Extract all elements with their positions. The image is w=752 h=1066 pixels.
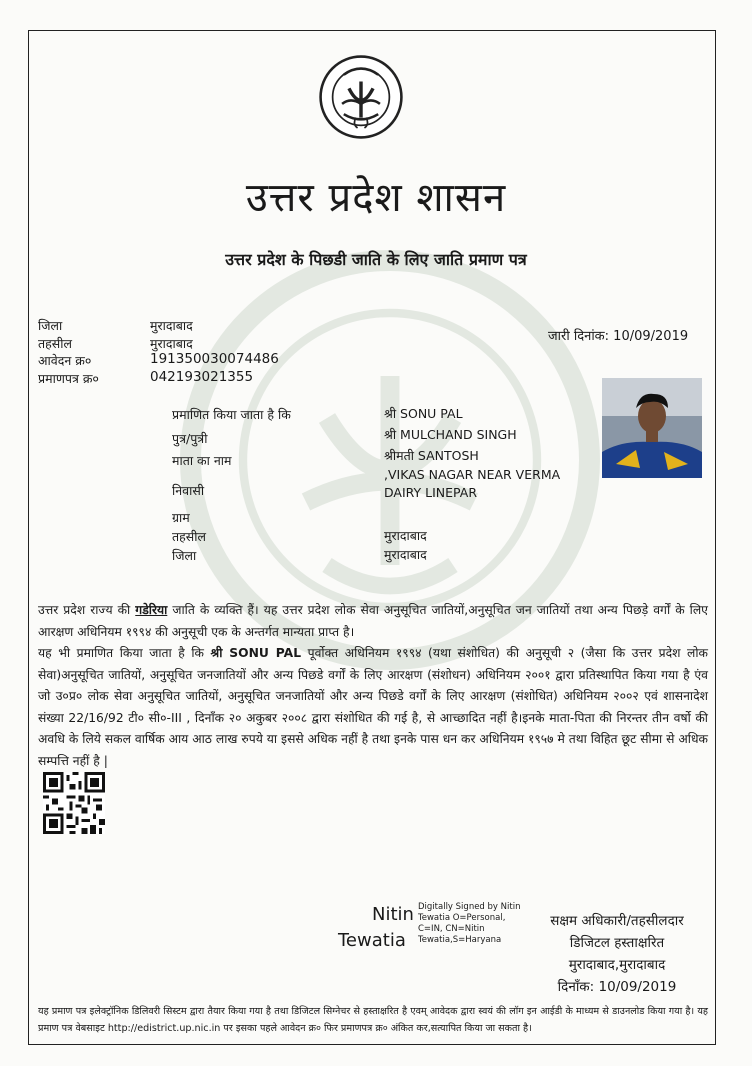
officer-date: दिनाँक: 10/09/2019: [557, 979, 677, 995]
issue-date: जारी दिनांक: 10/09/2019: [548, 329, 689, 344]
district-label: जिला: [38, 318, 63, 333]
body-text: पूर्वोक्त अधिनियम १९९४ (यथा संशोधित) की अनुसूची २ (जैसा कि उत्तर प्रदेश लोक सेवा)अनुसूचित जातियों, अनुसूचित जनजातियों और अन्य पिछडे वर्गों के लिए आरक्षण (संशोधन) अधिनियम २००१ द्वारा प्रतिस्थापित किया गया है एंव जो उ०प्र० लोक सेवा अनुसूचित जातियों, अनुसूचित जनजातियों और अन्य पिछडे वर्गों के लिए आरक्षण (संशोधित) अधिनियम २००२ एवं शासनादेश संख्या 22/16/92 टी० सी०-III , दिनाँक २० अकुबर २००८ द्वारा संशोधित की गई है, से आच्छादित नहीं है।इनके माता-पिता की निरन्तर तीन वर्षो की अवधि के लिये सकल वार्षिक आय आठ लाख रुपये या इससे अधिक नहीं है तथा इनके पास धन कर अधिनियम १९५७ मे तथा विहित छूट सीमा से अधिक सम्पत्ति नहीं है |: [38, 646, 708, 768]
tehsil-label: तहसील: [38, 336, 72, 351]
body-text: जाति के व्यक्ति हैं। यह उत्तर प्रदेश लोक सेवा अनुसूचित जातियों,अनुसूचित जन जातियों तथा अन्य पिछड़े वर्गों के लिए आरक्षण अधिनियम १९९४ की अनुसूची एक के अन्तर्गत मान्यता प्राप्त है।: [38, 603, 708, 639]
certificate-body: [38, 600, 708, 772]
caste-name: गडेरिया: [135, 603, 168, 617]
detail-label: प्रमाणित किया जाता है कि: [172, 407, 291, 422]
detail-value-name: श्री SONU PAL: [384, 406, 463, 421]
up-emblem-icon: [318, 54, 404, 140]
detail-value-father: श्री MULCHAND SINGH: [384, 427, 517, 442]
digital-signature-line: Tewatia O=Personal,: [418, 913, 506, 923]
application-label: आवेदन क्र०: [38, 353, 92, 368]
signer-name-line2: Tewatia: [338, 930, 406, 951]
detail-label: तहसील: [172, 529, 206, 544]
certificate-title: उत्तर प्रदेश शासन: [245, 175, 507, 221]
detail-label: पुत्र/पुत्री: [172, 431, 208, 446]
body-text: उत्तर प्रदेश राज्य की: [38, 603, 136, 617]
signer-name-line1: Nitin: [372, 904, 414, 925]
tehsil-value: मुरादाबाद: [150, 336, 193, 351]
applicant-name-bold: श्री SONU PAL: [210, 646, 302, 660]
digital-signature-line: C=IN, CN=Nitin: [418, 924, 485, 934]
detail-value-tehsil: मुरादाबाद: [384, 528, 427, 543]
digital-signature-line: Digitally Signed by Nitin: [418, 902, 521, 912]
certificate-number-value: 042193021355: [150, 369, 254, 385]
detail-label: जिला: [172, 548, 197, 563]
district-value: मुरादाबाद: [150, 318, 193, 333]
detail-value-mother: श्रीमती SANTOSH: [384, 448, 479, 463]
officer-location: मुरादाबाद,मुरादाबाद: [568, 957, 666, 973]
detail-label: माता का नाम: [172, 453, 232, 468]
digital-signature-line: Tewatia,S=Haryana: [418, 935, 502, 945]
application-value: 191350030074486: [150, 351, 279, 367]
footer-note: यह प्रमाण पत्र इलेक्ट्रॉनिक डिलिवरी सिस्टम द्वारा तैयार किया गया है तथा डिजिटल सिग्नेचर से हस्ताक्षरित है एवम् आवेदक द्वारा स्वयं की लॉग इन आईडी के माध्यम से डाउनलोड किया गया है। यह प्रमाण पत्र वेबसाइट http://edistrict.up.nic.in पर इसका पहले आवेदन क्र० फिर प्रमाणपत्र क्र० अंकित कर,सत्यापित किया जा सकता है।: [38, 1006, 708, 1034]
detail-value-district: मुरादाबाद: [384, 547, 427, 562]
officer-block: [527, 910, 707, 998]
certificate-subtitle: उत्तर प्रदेश के पिछडी जाति के लिए जाति प्रमाण पत्र: [225, 250, 527, 269]
qr-code-icon: [43, 772, 105, 834]
applicant-photo: [602, 378, 702, 478]
detail-label: ग्राम: [172, 510, 190, 525]
body-text: यह भी प्रमाणित किया जाता है कि: [38, 646, 211, 660]
officer-title: सक्षम अधिकारी/तहसीलदार: [550, 913, 684, 929]
detail-value-address: ,VIKAS NAGAR NEAR VERMA DAIRY LINEPAR: [384, 467, 561, 500]
digital-signature-details: [418, 902, 520, 946]
detail-label: निवासी: [172, 483, 205, 498]
certificate-number-label: प्रमाणपत्र क्र०: [38, 371, 99, 386]
officer-signed: डिजिटल हस्ताक्षरित: [569, 935, 665, 951]
